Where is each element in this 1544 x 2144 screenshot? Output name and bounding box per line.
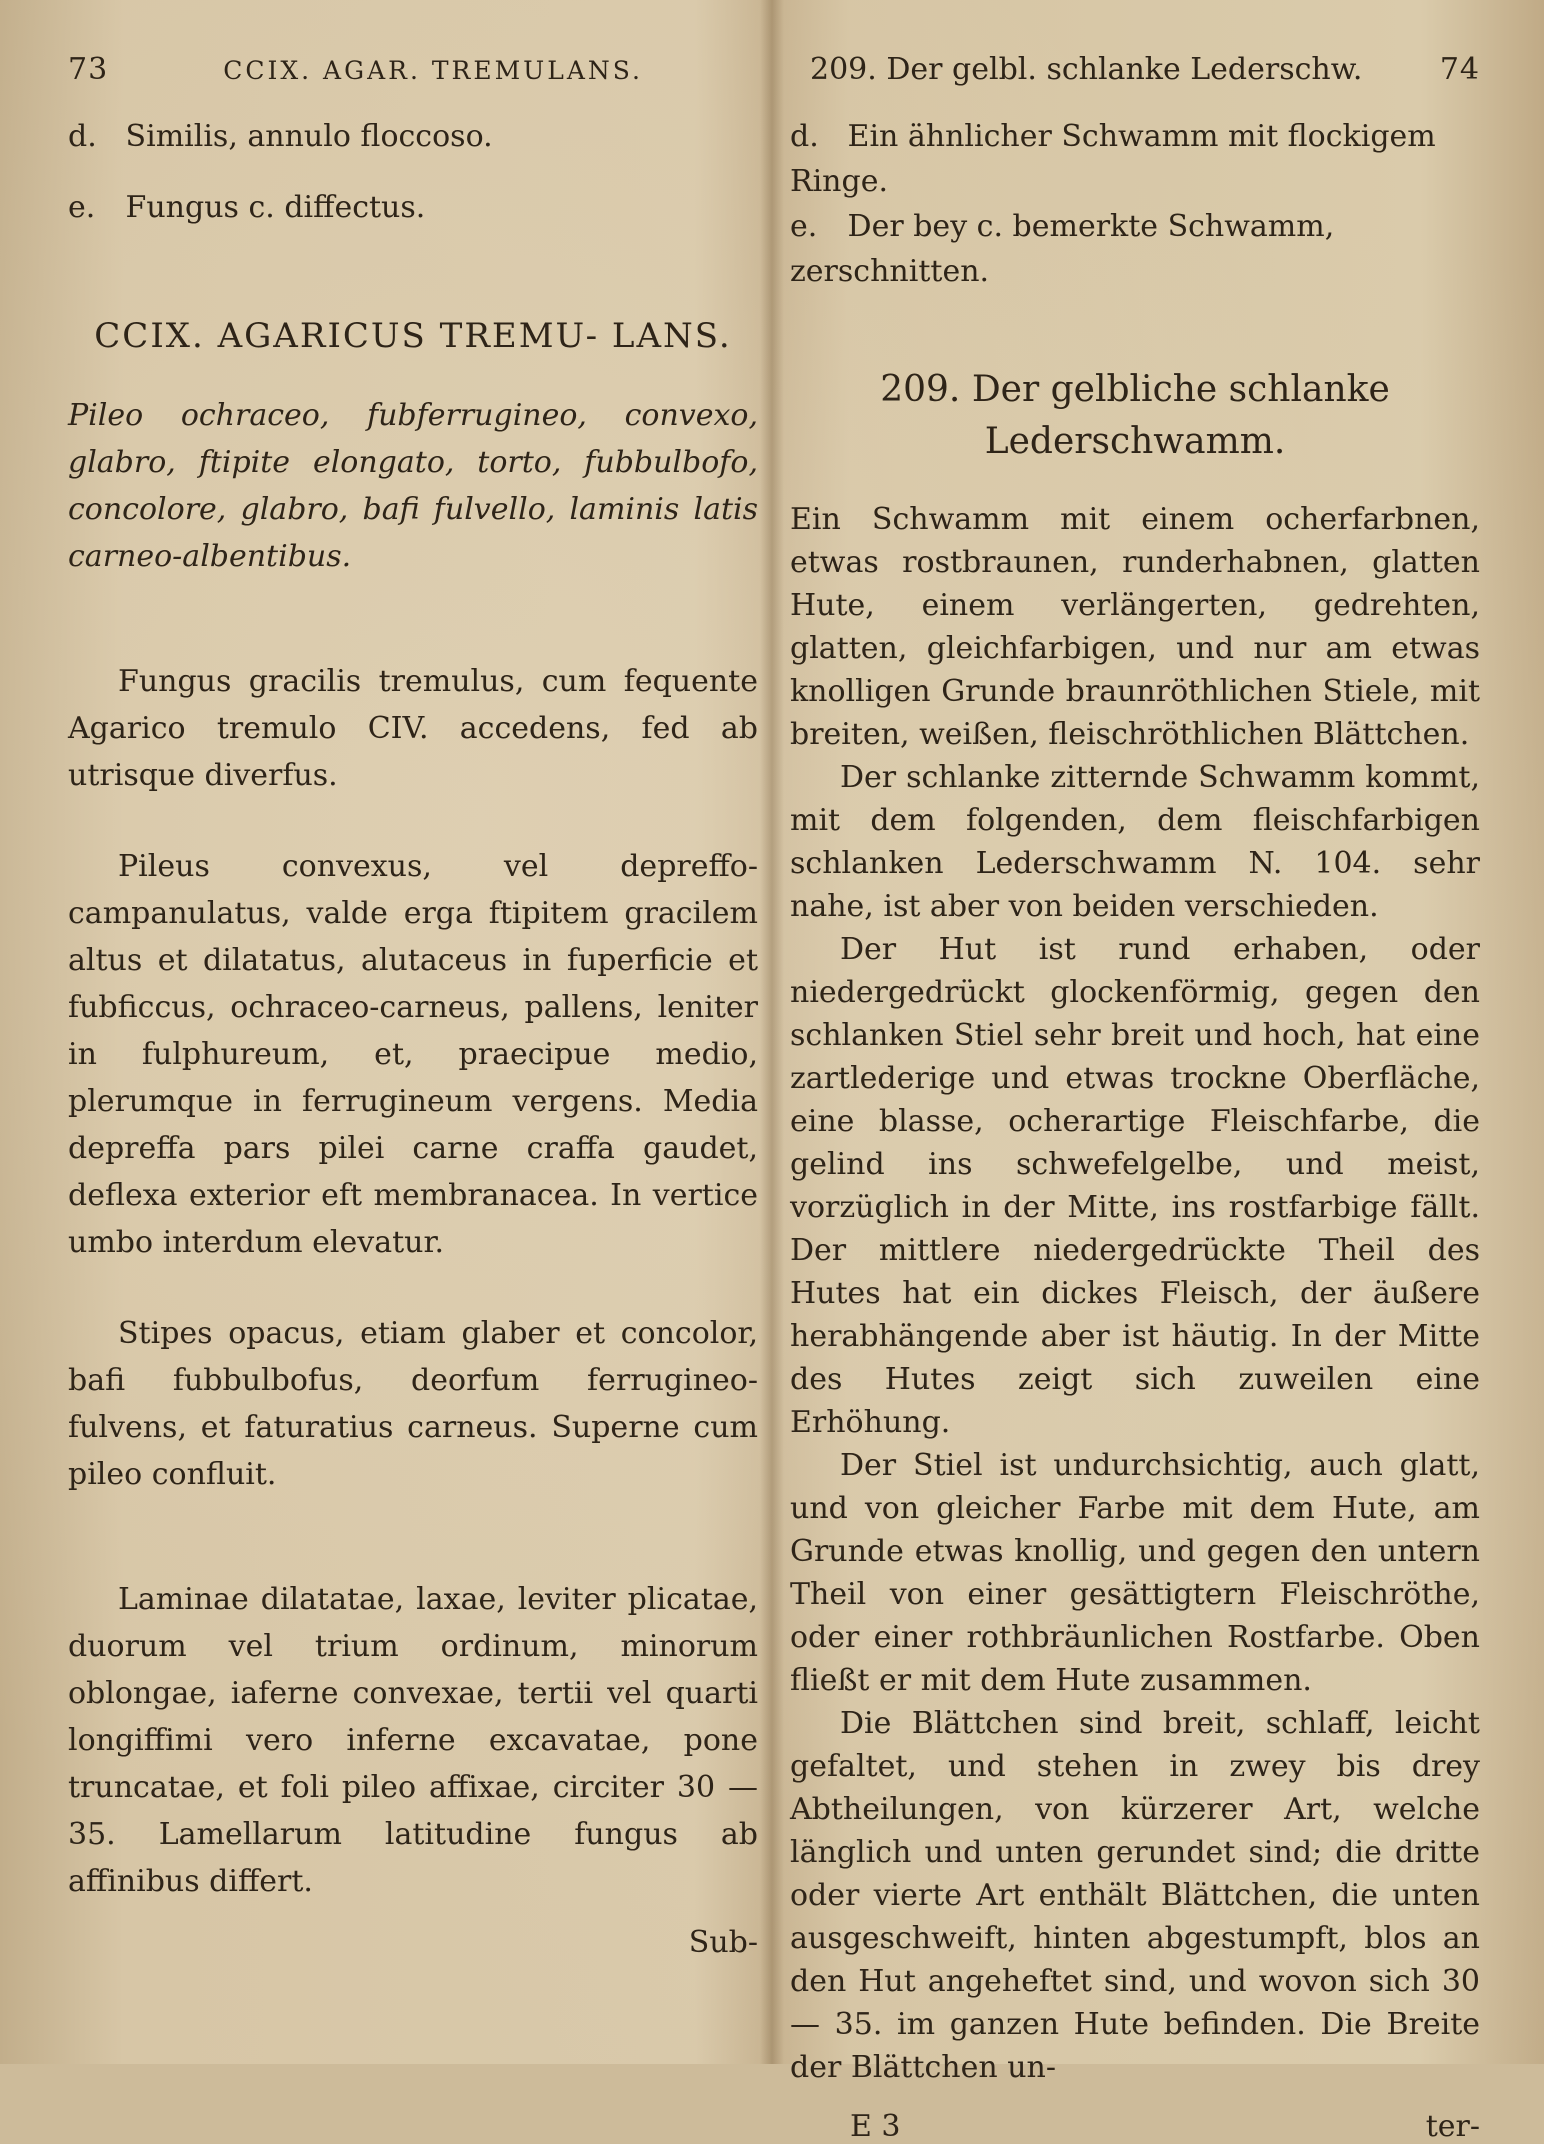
left-item-e: [68, 185, 758, 230]
right-footer: [790, 2109, 1480, 2144]
left-running-title: CCIX. AGAR. TREMULANS.: [223, 56, 643, 85]
item-text: Der bey c. bemerkte Schwamm, zerschnitten.: [790, 209, 1335, 289]
right-paragraph-schwamm: Der schlanke zitternde Schwamm kommt, mit dem folgenden, dem fleischfarbigen schlanken Lederschwamm N. 104. sehr nahe, ist aber von beiden verschieden.: [790, 760, 1480, 924]
right-diagnosis: Ein Schwamm mit einem ocherfarbnen, etwas rostbraunen, runderhabnen, glatten Hute, einem verlängerten, gedrehten, glatten, gleichfarbigen, und nur am etwas knolligen Grunde braunröthlichen Stiele, mit breiten, weißen, fleischröthlichen Blättchen.: [790, 502, 1480, 752]
item-label: e.: [790, 209, 818, 244]
right-section-heading: 209. Der gelbliche schlanke Lederschwamm.: [880, 369, 1390, 462]
left-section-heading: CCIX. AGARICUS TREMU- LANS.: [94, 316, 732, 356]
right-page: [790, 52, 1480, 2144]
item-text: Ein ähnlicher Schwamm mit flockigem Ringe.: [790, 119, 1436, 199]
right-running-head: [790, 52, 1480, 104]
right-paragraph-blaettchen: Die Blättchen sind breit, schlaff, leicht gefaltet, und stehen in zwey bis drey Abtheilungen, von kürzerer Art, welche länglich und unten gerundet sind; die dritte oder vierte Art enthält Blättchen, die unten ausgeschweift, hinten abgestumpft, blos an den Hut angeheftet sind, und wovon sich 30 — 35. im ganzen Hute befinden. Die Breite der Blättchen un-: [790, 1706, 1480, 2085]
item-text: Fungus c. diffectus.: [125, 190, 426, 225]
left-item-d: [68, 114, 758, 159]
item-label: d.: [68, 119, 97, 154]
right-page-number: 74: [1439, 52, 1480, 87]
right-catchword: ter-: [1425, 2109, 1480, 2144]
item-label: e.: [68, 190, 96, 225]
left-paragraph-laminae: Laminae dilatatae, laxae, leviter plicatae, duorum vel trium ordinum, minorum oblongae, iaferne convexae, tertii vel quarti longiffimi vero inferne excavatae, pone truncatae, et foli pileo affixae, circiter 30 — 35. Lamellarum latitudine fungus ab affinibus differt.: [68, 1582, 758, 1899]
item-text: Similis, annulo floccoso.: [125, 119, 493, 154]
item-label: d.: [790, 119, 819, 154]
left-diagnosis: Pileo ochraceo, fubferrugineo, convexo, glabro, ftipite elongato, torto, fubbulbofo, concolore, glabro, bafi fulvello, laminis latis carneo-albentibus.: [68, 398, 758, 574]
right-paragraph-hut: Der Hut ist rund erhaben, oder niedergedrückt glockenförmig, gegen den schlanken Stiel sehr breit und hoch, hat eine zartlederige und etwas trockne Oberfläche, eine blasse, ocherartige Fleischfarbe, die gelind ins schwefelgelbe, und meist, vorzüglich in der Mitte, ins rostfarbige fällt. Der mittlere niedergedrückte Theil des Hutes hat ein dickes Fleisch, der äußere herabhängende aber ist häutig. In der Mitte des Hutes zeigt sich zuweilen eine Erhöhung.: [790, 932, 1480, 1440]
left-paragraph-pileus: Pileus convexus, vel depreffo-campanulatus, valde erga ftipitem gracilem altus et dilatatus, alutaceus in fuperficie et fubficcus, ochraceo-carneus, pallens, leniter in fulphureum, et, praecipue medio, plerumque in ferrugineum vergens. Media depreffa pars pilei carne craffa gaudet, deflexa exterior eft membranacea. In vertice umbo interdum elevatur.: [68, 849, 758, 1260]
left-page-number: 73: [68, 52, 109, 87]
left-footer: [68, 1925, 758, 1960]
book-gutter: [760, 0, 784, 2064]
right-running-title: 209. Der gelbl. schlanke Lederschw.: [810, 52, 1363, 87]
left-paragraph-stipes: Stipes opacus, etiam glaber et concolor, bafi fubbulbofus, deorfum ferrugineo-fulvens, et faturatius carneus. Superne cum pileo confluit.: [68, 1316, 758, 1492]
left-page: [68, 52, 758, 1960]
left-paragraph-fungus: Fungus gracilis tremulus, cum fequente Agarico tremulo CIV. accedens, fed ab utrisque diverfus.: [68, 664, 758, 793]
right-signature-mark: E 3: [850, 2109, 901, 2144]
right-item-d: [790, 114, 1480, 204]
left-running-head: [68, 52, 758, 104]
left-catchword: Sub-: [688, 1925, 758, 1960]
right-paragraph-stiel: Der Stiel ist undurchsichtig, auch glatt, und von gleicher Farbe mit dem Hute, am Grunde etwas knollig, und gegen den untern Theil von einer gesättigtern Fleischröthe, oder einer rothbräunlichen Rostfarbe. Oben fließt er mit dem Hute zusammen.: [790, 1448, 1480, 1698]
right-item-e: [790, 204, 1480, 294]
